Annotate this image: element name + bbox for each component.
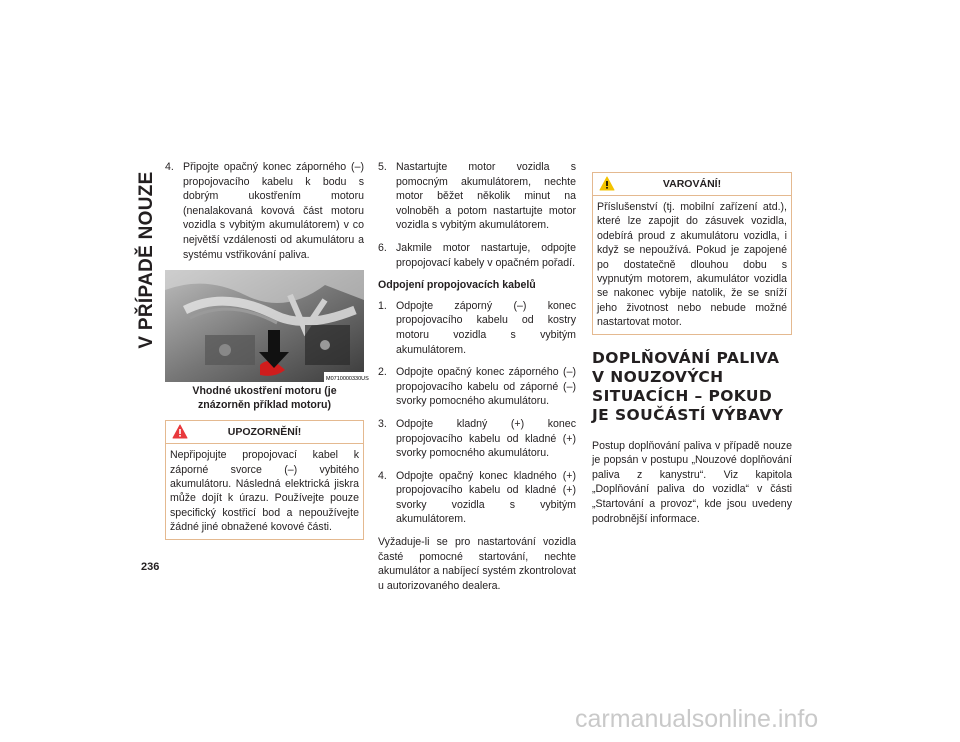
- warning-title: VAROVÁNÍ!: [662, 178, 722, 190]
- caution-header: [166, 421, 363, 444]
- section-body: Postup doplňování paliva v případě nouze je popsán v postupu „Nouzové doplňování paliva z kanystru“. Viz kapitola „Doplňování paliva do vozidla“ v části „Startování a provoz“, kde jsou uvedeny podrobnější informace.: [592, 439, 792, 525]
- column-right: [592, 160, 792, 526]
- image-code: M0710000330US: [326, 376, 369, 383]
- warning-triangle-icon: [172, 424, 188, 439]
- step-text: Odpojte opačný konec záporného (–) propojovacího kabelu od záporné (–) svorky pomocného akumulátoru.: [396, 366, 576, 408]
- step-number: 4.: [165, 161, 174, 173]
- warning-header: [593, 173, 791, 196]
- list-item: [378, 469, 576, 527]
- list-item: [165, 160, 364, 262]
- closing-paragraph: Vyžaduje-li se pro nastartování vozidla časté pomocné startování, nechte akumulátor a nabíjecí systém zkontrolovat u autorizovaného dealera.: [378, 536, 576, 592]
- step-number: 2.: [378, 366, 387, 379]
- step-text: Odpojte kladný (+) konec propojovacího kabelu od kladné (+) svorky pomocného akumulátoru.: [396, 417, 576, 460]
- page-number: 236: [141, 561, 160, 573]
- step-text: Připojte opačný konec záporného (–) propojovacího kabelu k bodu s dobrým ukostřením motoru (nenalakovaná kovová část motoru vozidla s vybitým akumulátorem) v co největší vzdálenosti od akumulátoru a systému vstřikování paliva.: [183, 161, 364, 261]
- warning-text: Příslušenství (tj. mobilní zařízení atd.), které lze zapojit do zásuvek vozidla, odebírá proud z akumulátoru vozidla, i když se nepoužívá. Pokud je zapojené po dostatečně dlouhou dobu s vypnutým motorem, akumulátor vozidla se nakonec vybije natolik, že se sníží jeho životnost nebo nebude možné nastartovat motor.: [597, 201, 787, 329]
- subsection-heading: Odpojení propojovacích kabelů: [378, 279, 536, 292]
- step-number: 6.: [378, 241, 387, 254]
- list-item: [378, 299, 576, 357]
- watermark: carmanualsonline.info: [575, 705, 819, 733]
- list-item: [378, 417, 576, 461]
- list-item: [378, 241, 576, 270]
- engine-ground-photo: [165, 270, 369, 383]
- step-number: 5.: [378, 161, 387, 173]
- list-item: [378, 160, 576, 233]
- chapter-side-title: [133, 171, 161, 349]
- column-middle: [378, 160, 576, 593]
- step-text: Nastartujte motor vozidla s pomocným akumulátorem, nechte motor běžet několik minut na volnoběh a potom nastartujte motor vozidla s vybitým akumulátorem.: [396, 161, 576, 232]
- step-number: 1.: [378, 299, 387, 312]
- step-text: Odpojte záporný (–) konec propojovacího kabelu od kostry motoru vozidla s vybitým akumulátorem.: [396, 299, 576, 356]
- caution-title: UPOZORNĚNÍ!: [227, 426, 302, 439]
- caution-box: [165, 420, 364, 539]
- chapter-title-text: V PŘÍPADĚ NOUZE: [136, 171, 157, 349]
- column-left: [165, 160, 369, 540]
- step-text: Odpojte opačný konec kladného (+) propojovacího kabelu od kladné (+) svorky vozidla s vybitým akumulátorem.: [396, 469, 576, 526]
- step-number: 4.: [378, 469, 387, 482]
- section-heading: DOPLŇOVÁNÍ PALIVA V NOUZOVÝCH SITUACÍCH – POKUD JE SOUČÁSTÍ VÝBAVY: [592, 348, 784, 424]
- figure-caption: Vhodné ukostření motoru (je znázorněn příklad motoru): [192, 385, 337, 411]
- list-item: [378, 365, 576, 409]
- warning-box: [592, 172, 792, 335]
- caution-text: Nepřipojujte propojovací kabel k záporné svorce (–) vybitého akumulátoru. Následná elektrická jiskra může dojít k úrazu. Používejte pouze specifický kostřicí bod a nepoužívejte žádné jiné obnažené kovové části.: [170, 449, 359, 534]
- step-number: 3.: [378, 417, 387, 430]
- warning-triangle-icon: [599, 176, 615, 191]
- step-text: Jakmile motor nastartuje, odpojte propojovací kabely v opačném pořadí.: [396, 241, 576, 269]
